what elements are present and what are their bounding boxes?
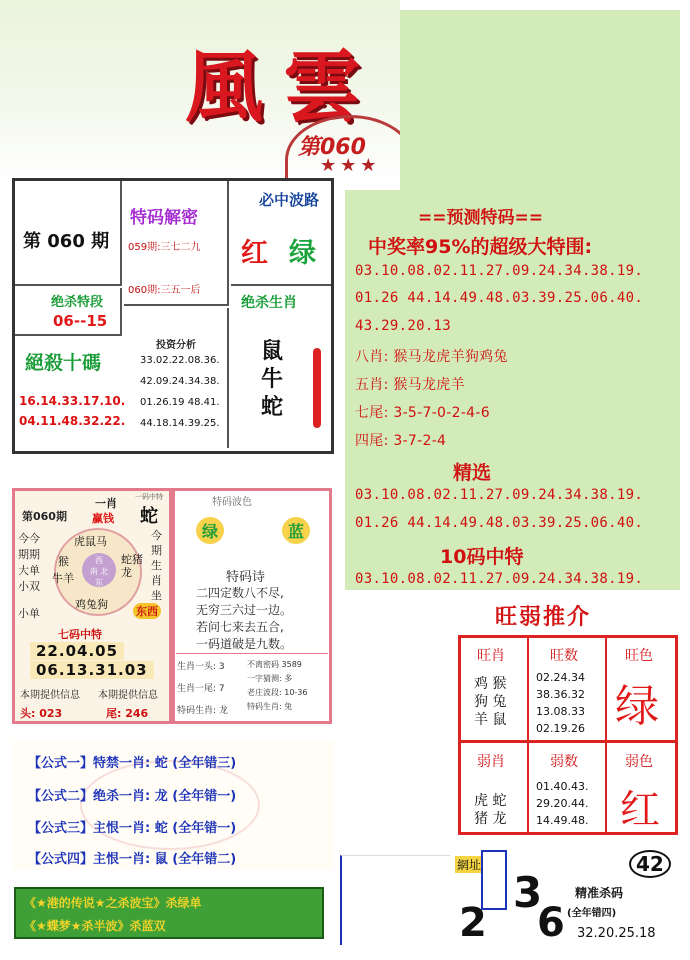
- selected-numbers-1: 03.10.08.02.11.27.09.24.34.38.19.: [355, 487, 644, 503]
- poem-bottom-left-1: 生肖一头: 3: [177, 662, 225, 672]
- wang-xiao-2: 狗 兔: [474, 694, 507, 710]
- wang-xiao-3: 羊 鼠: [474, 712, 507, 728]
- seven-row-2: 06.13.31.03: [30, 661, 154, 679]
- wheel-center: [82, 553, 116, 587]
- poem-bottom-left-3: 特码生肖: 龙: [177, 706, 228, 716]
- poem-line-1: 二四定数八不尽,: [196, 586, 284, 600]
- grid-analysis-cell: [124, 308, 229, 448]
- grid-issue-cell: [15, 181, 122, 286]
- wangruo-title: 旺弱推介: [495, 605, 592, 630]
- wangruo-vline-1: [527, 635, 529, 835]
- seal-text: 第060: [298, 135, 366, 160]
- kill-title: 精准杀码: [575, 886, 624, 900]
- ruo-shu-1: 01.40.43.: [536, 780, 589, 793]
- killseg-value: 06--15: [53, 312, 108, 330]
- wheel-west: 西: [95, 556, 103, 565]
- wave-red: 红: [241, 238, 268, 269]
- prediction-subheading: 中奖率95%的超级大特围:: [368, 236, 593, 258]
- ten-numbers: 03.10.08.02.11.27.09.24.34.38.19.: [355, 571, 644, 587]
- kill10-row-2: 04.11.48.32.22.: [19, 414, 126, 428]
- wheel-top: 虎鼠马: [74, 535, 107, 548]
- right-col-2: 期: [151, 544, 162, 557]
- grid-kill10-cell: [15, 338, 126, 448]
- analysis-row-3: 01.26.19 48.41.: [140, 397, 220, 408]
- prediction-bazhao: 八肖: 猴马龙虎羊狗鸡兔: [355, 349, 508, 365]
- wave-green: 绿: [289, 238, 316, 269]
- info1-value: 头: 023: [20, 707, 63, 720]
- digit-6: 6: [537, 900, 565, 946]
- formula-4: 【公式四】主恨一肖: 鼠 (全年错二): [28, 852, 237, 867]
- wang-shu-1: 02.24.34: [536, 671, 585, 684]
- info1-label: 本期提供信息: [20, 690, 80, 701]
- kill-corner: [455, 850, 683, 950]
- left-col-4: 小双: [18, 580, 40, 593]
- ruo-xiao-2: 猪 龙: [474, 811, 507, 827]
- selected-title: 精选: [453, 462, 492, 484]
- poem-divider: [176, 653, 328, 654]
- seven-row-1: 22.04.05: [30, 642, 124, 660]
- zodiac-issue: 第060期: [22, 510, 67, 523]
- wheel-south: 南: [89, 567, 98, 576]
- grid-wave-cell: [231, 181, 331, 286]
- kill-numbers: 32.20.25.18: [577, 926, 656, 941]
- prediction-numbers-3: 43.29.20.13: [355, 318, 452, 334]
- wangruo-hline: [458, 740, 678, 743]
- ruo-se-value: 红: [620, 787, 660, 833]
- left-col-3: 大单: [18, 564, 40, 577]
- formula-1: 【公式一】特禁一肖: 蛇 (全年错三): [28, 756, 237, 771]
- wang-se-header: 旺色: [625, 648, 653, 664]
- poem-title: 特码诗: [226, 570, 266, 585]
- grid-tema-cell: [124, 181, 229, 306]
- wheel-left: 猴: [58, 555, 69, 568]
- analysis-row-2: 42.09.24.34.38.: [140, 376, 220, 387]
- poem-bottom-right-1: 不离密码 3589: [247, 660, 302, 669]
- poem-line-3: 若问七来去五合,: [196, 620, 284, 634]
- ruo-shu-header: 弱数: [550, 754, 578, 770]
- dongxi-badge: 东西: [133, 603, 161, 619]
- info2-label: 本期提供信息: [98, 690, 158, 701]
- one-xiao-sub: 赢钱: [92, 512, 114, 525]
- bottom-kill-line-2: 《★蝶梦★杀半波》杀蓝双: [24, 919, 166, 933]
- prediction-panel-top: [400, 10, 680, 190]
- ruo-se-header: 弱色: [625, 754, 653, 770]
- prediction-heading: ==预测特码==: [418, 208, 543, 228]
- wang-se-value: 绿: [615, 681, 659, 732]
- ruo-shu-2: 29.20.44.: [536, 797, 589, 810]
- prediction-numbers-1: 03.10.08.02.11.27.09.24.34.38.19.: [355, 263, 644, 279]
- snake-label: 一码中特: [135, 493, 163, 501]
- poem-bottom-right-4: 特码生肖: 兔: [247, 702, 293, 711]
- poem-blue: 蓝: [282, 517, 310, 544]
- grid-killseg-cell: [15, 288, 122, 336]
- tema-line1: 059期:三七二九: [128, 242, 201, 253]
- left-col-1: 今今: [18, 532, 40, 545]
- poem-wave-label: 特码波色: [212, 497, 252, 508]
- page-title: 風雲: [185, 42, 382, 133]
- right-col-4: 肖: [151, 574, 162, 587]
- kill10-title: 絕殺十碼: [25, 352, 102, 374]
- left-col-2: 期期: [18, 548, 40, 561]
- wang-shu-4: 02.19.26: [536, 722, 585, 735]
- analysis-row-4: 44.18.14.39.25.: [140, 418, 220, 429]
- analysis-title: 投资分析: [156, 340, 196, 351]
- poem-bottom-left-2: 生肖一尾: 7: [177, 684, 225, 694]
- wheel-right: 蛇猪龙: [121, 553, 143, 579]
- badge-42: 42: [629, 850, 671, 878]
- digit-2: 2: [459, 900, 487, 946]
- grid-killzodiac-cell: [231, 288, 331, 448]
- analysis-row-1: 33.02.22.08.36.: [140, 355, 220, 366]
- lantern-decoration: [313, 348, 321, 428]
- wheel-north: 北: [100, 567, 109, 576]
- ruo-xiao-1: 虎 蛇: [474, 793, 507, 809]
- ruo-shu-3: 14.49.48.: [536, 814, 589, 827]
- right-col-3: 生: [151, 559, 162, 572]
- prediction-numbers-2: 01.26 44.14.49.48.03.39.25.06.40.: [355, 290, 644, 306]
- selected-numbers-2: 01.26 44.14.49.48.03.39.25.06.40.: [355, 515, 644, 531]
- wheel-bottom: 鸡兔狗: [75, 598, 108, 611]
- seven-title: 七码中特: [58, 628, 102, 641]
- wave-title: 必中波路: [259, 191, 320, 209]
- issue-label: 第 060 期: [23, 231, 110, 252]
- killzodiac-value: 鼠牛蛇: [261, 339, 284, 420]
- poem-line-2: 无穷三六过一边。: [196, 603, 293, 617]
- wang-shu-3: 13.08.33: [536, 705, 585, 718]
- wang-shu-header: 旺数: [550, 648, 578, 664]
- tema-title: 特码解密: [130, 208, 198, 228]
- corner-frame: [340, 855, 450, 945]
- info2-value: 尾: 246: [106, 707, 149, 720]
- poem-line-4: 一码道破是九数。: [196, 637, 293, 651]
- site-label: 網址: [457, 858, 482, 872]
- prediction-qiwei: 七尾: 3-5-7-0-2-4-6: [355, 405, 490, 421]
- one-xiao-label: 一肖: [95, 497, 117, 510]
- right-col-1: 今: [151, 529, 162, 542]
- wheel-east: 东: [95, 578, 103, 587]
- kill-subtitle: (全年错四): [567, 908, 617, 919]
- small-single: 小单: [18, 607, 40, 620]
- killzodiac-title: 绝杀生肖: [241, 295, 297, 311]
- poem-green: 绿: [196, 517, 224, 544]
- wheel-mid-row: [82, 566, 116, 577]
- killseg-title: 绝杀特段: [51, 295, 104, 310]
- right-col: [151, 528, 165, 603]
- formula-3: 【公式三】主恨一肖: 蛇 (全年错一): [28, 821, 237, 836]
- poem-bottom-right-3: 老庄波段: 10-36: [247, 688, 308, 697]
- ten-title: 10码中特: [440, 546, 524, 568]
- wheel-left2: 牛羊: [52, 572, 74, 585]
- poem-bottom-right-2: 一字猜测: 多: [247, 674, 293, 683]
- formula-2: 【公式二】绝杀一肖: 龙 (全年错一): [28, 789, 237, 804]
- kill10-row-1: 16.14.33.17.10.: [19, 394, 126, 408]
- wang-xiao-header: 旺肖: [477, 648, 505, 664]
- bottom-kill-line-1: 《★港的传说★之杀波宝》杀绿单: [24, 896, 202, 910]
- wang-shu-2: 38.36.32: [536, 688, 585, 701]
- tema-line2: 060期:三五一后: [128, 285, 201, 296]
- prediction-siwei: 四尾: 3-7-2-4: [355, 433, 447, 449]
- wangruo-vline-2: [605, 635, 607, 835]
- ruo-xiao-header: 弱肖: [477, 754, 505, 770]
- right-col-5: 坐: [151, 589, 162, 602]
- formula-watermark: [80, 760, 260, 850]
- prediction-wuxiao: 五肖: 猴马龙虎羊: [355, 377, 465, 393]
- seal-stars: ★★★: [320, 155, 381, 176]
- snake-value: 蛇: [140, 506, 158, 527]
- digit-3: 3: [513, 868, 543, 917]
- wang-xiao-1: 鸡 猴: [474, 676, 507, 692]
